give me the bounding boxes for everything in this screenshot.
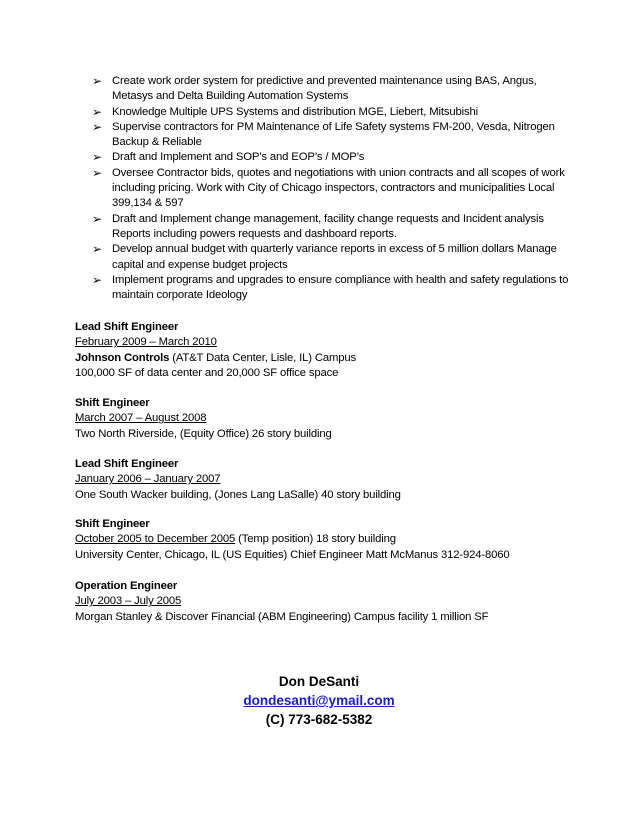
job-entry-one-south-wacker — [75, 457, 595, 503]
arrow-bullet-icon: ➢ — [92, 211, 102, 226]
arrow-bullet-icon: ➢ — [92, 150, 102, 165]
job-title: Lead Shift Engineer — [75, 458, 179, 470]
list-item — [92, 105, 572, 120]
job-title: Lead Shift Engineer — [75, 321, 179, 333]
job-title: Operation Engineer — [75, 580, 178, 592]
employer-location: (AT&T Data Center, Lisle, IL) Campus — [169, 351, 357, 364]
job-entry-johnson-controls — [75, 320, 595, 381]
arrow-bullet-icon: ➢ — [92, 74, 102, 88]
bullet-text: Knowledge Multiple UPS Systems and distribution MGE, Liebert, Mitsubishi — [112, 105, 478, 118]
bullet-text: Develop annual budget with quarterly variance reports in excess of 5 million dollars Manage capital and expense budget projects — [112, 243, 557, 271]
job-dates-note: (Temp position) 18 story building — [235, 533, 396, 546]
arrow-bullet-icon: ➢ — [92, 119, 102, 134]
arrow-bullet-icon: ➢ — [92, 242, 102, 257]
job-detail: 100,000 SF of data center and 20,000 SF office space — [75, 366, 339, 379]
list-item — [92, 273, 572, 304]
arrow-bullet-icon: ➢ — [92, 104, 102, 119]
list-item — [92, 242, 572, 273]
arrow-bullet-icon: ➢ — [92, 165, 102, 180]
list-item — [92, 166, 572, 212]
bullet-text: Draft and Implement change management, facility change requests and Incident analysis Reports including powers requests and dashboard reports. — [112, 212, 544, 240]
bullet-text: Oversee Contractor bids, quotes and negotiations with union contracts and all scopes of work including pricing. Work with City of Chicago inspectors, contractors and municipalities Local 399,134 & 597 — [112, 166, 565, 210]
job-entry-two-north-riverside — [75, 396, 595, 442]
bullet-text: Implement programs and upgrades to ensure compliance with health and safety regulations to maintain corporate Ideology — [112, 273, 569, 302]
contact-phone: (C) 773-682-5382 — [265, 712, 373, 727]
bullet-text: Create work order system for predictive and prevented maintenance using BAS, Angus, Metasys and Delta Building Automation Systems — [112, 75, 537, 103]
arrow-bullet-icon: ➢ — [92, 272, 102, 287]
list-item — [92, 150, 572, 165]
job-dates: January 2006 – January 2007 — [75, 473, 221, 486]
job-detail: University Center, Chicago, IL (US Equities) Chief Engineer Matt McManus 312-924-8060 — [75, 548, 510, 561]
job-detail: One South Wacker building, (Jones Lang LaSalle) 40 story building — [75, 488, 401, 501]
list-item — [92, 212, 572, 243]
job-title: Shift Engineer — [75, 518, 150, 530]
contact-block — [0, 672, 638, 729]
job-dates: July 2003 – July 2005 — [75, 595, 182, 608]
job-entry-morgan-stanley — [75, 579, 595, 625]
job-title: Shift Engineer — [75, 397, 150, 409]
employer-name: Johnson Controls — [75, 351, 170, 364]
job-entry-university-center — [75, 517, 595, 563]
bullet-text: Supervise contractors for PM Maintenance of Life Safety systems FM-200, Vesda, Nitrogen Backup & Reliable — [112, 120, 555, 149]
job-dates: February 2009 – March 2010 — [75, 336, 217, 349]
job-detail: Morgan Stanley & Discover Financial (ABM Engineering) Campus facility 1 million SF — [75, 610, 489, 623]
job-dates: March 2007 – August 2008 — [75, 412, 207, 425]
job-dates: October 2005 to December 2005 — [75, 533, 236, 546]
list-item — [92, 120, 572, 151]
list-item — [92, 74, 572, 105]
contact-email-link[interactable]: dondesanti@ymail.com — [243, 693, 395, 708]
responsibilities-list — [92, 74, 572, 303]
job-detail: Two North Riverside, (Equity Office) 26 story building — [75, 427, 332, 440]
bullet-text: Draft and Implement and SOP’s and EOP’s / MOP’s — [112, 151, 365, 164]
contact-name: Don DeSanti — [278, 674, 360, 689]
